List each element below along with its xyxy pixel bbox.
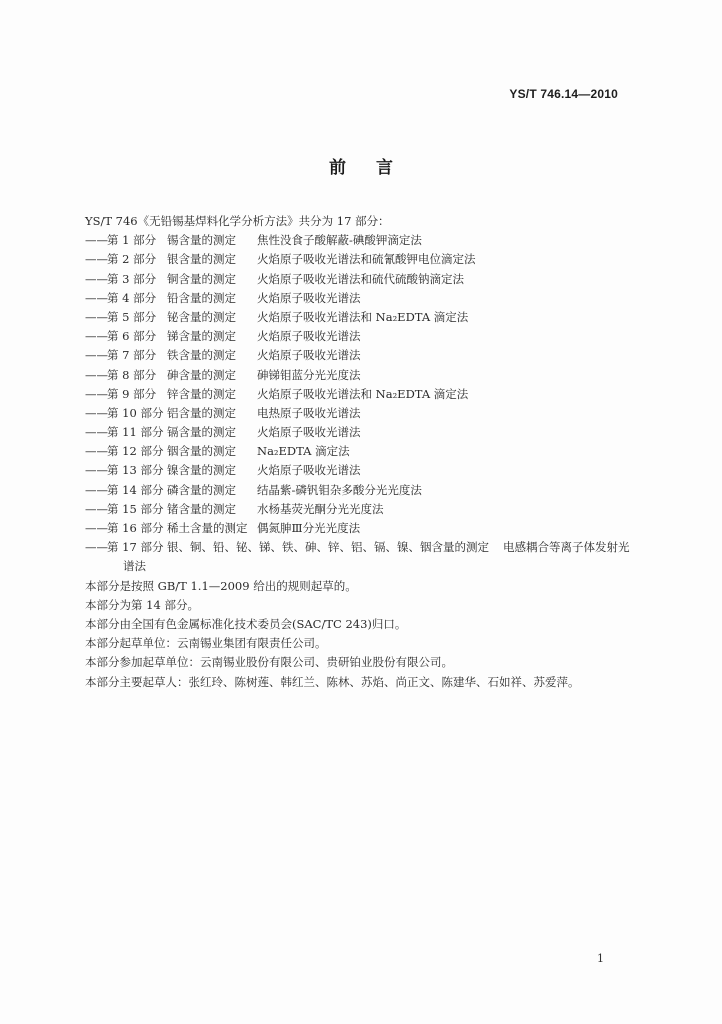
part-num: 第 17 部分 [107,540,164,555]
part-dash: —— [85,348,108,363]
part-item: 铋含量的测定 [167,309,236,324]
part-num: 第 10 部分 [107,405,164,420]
note-line: 本部分主要起草人：张红玲、陈树莲、韩红兰、陈林、苏焰、尚正文、陈建华、石如祥、苏爱萍。 [85,674,580,689]
part-row [85,327,645,346]
part-row [85,538,645,557]
part-dash: —— [85,252,108,267]
part-num: 第 16 部分 [107,521,164,535]
note-line: 本部分由全国有色金属标准化技术委员会(SAC/TC 243)归口。 [85,616,407,631]
part-num: 第 2 部分 [107,252,157,267]
part-method: 火焰原子吸收光谱法 [257,348,361,363]
part-dash: —— [85,290,108,305]
part-num: 第 12 部分 [107,444,164,459]
part-dash: —— [85,367,108,382]
notes-list [85,577,645,692]
part-row [85,346,645,365]
part-dash: —— [85,309,108,324]
part-num: 第 14 部分 [107,482,164,497]
part-item: 银含量的测定 [167,252,236,267]
part-row [85,366,645,385]
note-line: 本部分参加起草单位：云南锡业股份有限公司、贵研铂业股份有限公司。 [85,655,453,670]
part-item: 锌含量的测定 [167,386,236,401]
part-num: 第 5 部分 [107,309,157,324]
part-row [85,308,645,327]
part-item: 银、铜、铅、铋、锑、铁、砷、锌、铝、镉、镍、铟含量的测定 [167,540,489,555]
part-row [85,442,645,461]
part-num: 第 7 部分 [107,348,157,363]
part-method: Na₂EDTA 滴定法 [257,444,350,459]
part-17-continuation: 谱法 [123,559,146,574]
part-num: 第 13 部分 [107,463,164,478]
part-row [85,481,645,500]
intro-paragraph: YS/T 746《无铅锡基焊料化学分析方法》共分为 17 部分： [85,214,390,228]
part-row [85,270,645,289]
note-line: 本部分起草单位：云南锡业集团有限责任公司。 [85,636,327,651]
part-method: 火焰原子吸收光谱法 [257,290,361,305]
part-dash: —— [85,425,108,440]
part-method: 火焰原子吸收光谱法和硫氰酸钾电位滴定法 [257,252,476,267]
part-dash: —— [85,482,108,497]
part-method: 火焰原子吸收光谱法 [257,463,361,478]
part-dash: —— [85,521,108,535]
part-item: 铁含量的测定 [167,348,236,363]
part-item: 铟含量的测定 [167,444,236,459]
part-row [85,250,645,269]
part-item: 铝含量的测定 [167,405,236,420]
part-row [85,231,645,250]
note-line: 本部分为第 14 部分。 [85,597,199,612]
part-dash: —— [85,386,108,401]
part-dash: —— [85,329,108,344]
page-title: 前言 [329,158,423,178]
part-row [85,404,645,423]
part-method: 结晶紫-磷钒钼杂多酸分光光度法 [257,482,422,497]
part-item: 镉含量的测定 [167,425,236,440]
part-dash: —— [85,540,108,555]
part-method: 火焰原子吸收光谱法和 Na₂EDTA 滴定法 [257,386,469,401]
part-row [85,289,645,308]
part-method: 电感耦合等离子体发射光 [503,540,630,555]
part-num: 第 11 部分 [107,425,164,440]
page-number: 1 [597,952,604,965]
part-item: 稀土含量的测定 [167,521,248,535]
part-dash: —— [85,405,108,420]
part-num: 第 3 部分 [107,271,157,286]
part-item: 镍含量的测定 [167,463,236,478]
part-item: 铅含量的测定 [167,290,236,305]
part-row [85,423,645,442]
part-item: 锗含量的测定 [167,501,236,516]
part-item: 砷含量的测定 [167,367,236,382]
part-item: 铜含量的测定 [167,271,236,286]
part-dash: —— [85,444,108,459]
part-row [85,519,645,538]
part-method: 偶氮胂Ⅲ分光光度法 [257,521,361,535]
document-code: YS/T 746.14—2010 [509,87,618,101]
part-num: 第 1 部分 [107,233,157,248]
part-num: 第 9 部分 [107,386,157,401]
part-dash: —— [85,233,108,248]
part-num: 第 6 部分 [107,329,157,344]
part-dash: —— [85,271,108,286]
part-row [85,385,645,404]
part-num: 第 8 部分 [107,367,157,382]
part-num: 第 4 部分 [107,290,157,305]
part-num: 第 15 部分 [107,501,164,516]
part-method: 焦性没食子酸解蔽-碘酸钾滴定法 [257,233,422,248]
part-method: 火焰原子吸收光谱法和 Na₂EDTA 滴定法 [257,309,469,324]
part-method: 电热原子吸收光谱法 [257,405,361,420]
part-method: 火焰原子吸收光谱法和硫代硫酸钠滴定法 [257,271,464,286]
part-method: 水杨基荧光酮分光光度法 [257,501,384,516]
part-method: 火焰原子吸收光谱法 [257,425,361,440]
part-method: 砷锑钼蓝分光光度法 [257,367,361,382]
part-row [85,461,645,480]
part-item: 锑含量的测定 [167,329,236,344]
part-item: 磷含量的测定 [167,482,236,497]
part-method: 火焰原子吸收光谱法 [257,329,361,344]
part-dash: —— [85,463,108,478]
foreword-body [85,212,645,692]
part-row [85,500,645,519]
parts-list [85,231,645,557]
part-dash: —— [85,501,108,516]
part-item: 锡含量的测定 [167,233,236,248]
note-line: 本部分是按照 GB/T 1.1—2009 给出的规则起草的。 [85,578,357,593]
